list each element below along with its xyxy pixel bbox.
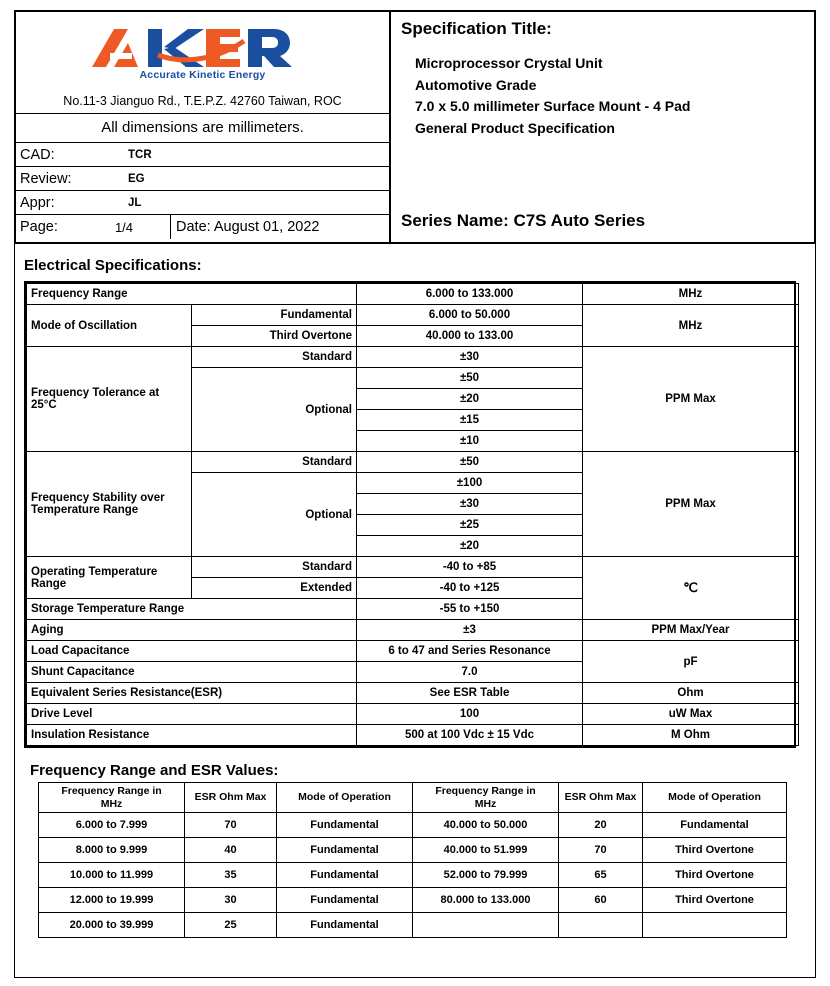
cell-value: 6.000 to 133.000 bbox=[357, 284, 583, 305]
cell-subparam: Third Overtone bbox=[192, 326, 357, 347]
table-row bbox=[27, 725, 799, 746]
esr-cell: 35 bbox=[185, 863, 277, 888]
cell-value: ±15 bbox=[357, 410, 583, 431]
cell-unit: PPM Max bbox=[583, 347, 799, 452]
cell-value: ±30 bbox=[357, 494, 583, 515]
esr-cell: 65 bbox=[559, 863, 643, 888]
spec-title-line-2: Automotive Grade bbox=[415, 76, 537, 93]
cell-param: Equivalent Series Resistance(ESR) bbox=[27, 683, 357, 704]
cell-unit: pF bbox=[583, 641, 799, 683]
cell-param: Storage Temperature Range bbox=[27, 599, 357, 620]
table-row bbox=[27, 704, 799, 725]
cell-unit: Ohm bbox=[583, 683, 799, 704]
esr-cell: 10.000 to 11.999 bbox=[39, 863, 185, 888]
electrical-specifications-title: Electrical Specifications: bbox=[24, 257, 202, 274]
logo-wordmark-icon bbox=[88, 25, 318, 71]
cell-value: ±20 bbox=[357, 536, 583, 557]
esr-table-header-row bbox=[39, 783, 787, 813]
meta-row-cad bbox=[16, 143, 389, 167]
cell-param: Aging bbox=[27, 620, 357, 641]
esr-cell: Fundamental bbox=[277, 913, 413, 938]
table-row bbox=[27, 641, 799, 662]
spec-title-line-4: General Product Specification bbox=[415, 120, 615, 137]
esr-header-ohm-max-1: ESR Ohm Max bbox=[185, 783, 277, 813]
esr-table-row bbox=[39, 838, 787, 863]
esr-cell: 12.000 to 19.999 bbox=[39, 888, 185, 913]
esr-cell: Third Overtone bbox=[643, 838, 787, 863]
dimensions-note: All dimensions are millimeters. bbox=[16, 114, 389, 143]
spec-title-lines bbox=[401, 53, 806, 140]
cell-value: 6.000 to 50.000 bbox=[357, 305, 583, 326]
table-row bbox=[27, 557, 799, 578]
cell-value: 6 to 47 and Series Resonance bbox=[357, 641, 583, 662]
freq-stability-line1: Frequency Stability over bbox=[31, 492, 165, 504]
esr-header-1-line1: Frequency Range in bbox=[61, 785, 162, 798]
esr-header-mode-2: Mode of Operation bbox=[643, 783, 787, 813]
esr-header-4-line1: Frequency Range in bbox=[435, 785, 536, 798]
esr-table-row bbox=[39, 888, 787, 913]
cell-subparam: Standard bbox=[192, 452, 357, 473]
esr-cell: Fundamental bbox=[643, 813, 787, 838]
title-block-right bbox=[391, 12, 814, 242]
cell-value: -55 to +150 bbox=[357, 599, 583, 620]
cell-value: ±20 bbox=[357, 389, 583, 410]
company-address: No.11-3 Jianguo Rd., T.E.P.Z. 42760 Taiwan, ROC bbox=[16, 90, 389, 114]
page-value: 1/4 bbox=[114, 219, 134, 235]
cell-value: -40 to +125 bbox=[357, 578, 583, 599]
esr-cell: 60 bbox=[559, 888, 643, 913]
cell-value: 40.000 to 133.00 bbox=[357, 326, 583, 347]
cell-unit: ℃ bbox=[583, 557, 799, 620]
cell-param: Frequency Tolerance at 25°C bbox=[27, 347, 192, 452]
appr-value: JL bbox=[128, 196, 142, 209]
cell-unit: uW Max bbox=[583, 704, 799, 725]
esr-cell: 40.000 to 51.999 bbox=[413, 838, 559, 863]
page-label: Page: bbox=[20, 219, 58, 235]
esr-cell: 6.000 to 7.999 bbox=[39, 813, 185, 838]
cell-unit: PPM Max/Year bbox=[583, 620, 799, 641]
meta-row-page-date bbox=[16, 215, 389, 239]
logo-tagline: Accurate Kinetic Energy bbox=[139, 69, 266, 81]
esr-cell: Third Overtone bbox=[643, 888, 787, 913]
esr-cell: 70 bbox=[559, 838, 643, 863]
cell-value: ±3 bbox=[357, 620, 583, 641]
cell-value: 7.0 bbox=[357, 662, 583, 683]
esr-table-row bbox=[39, 813, 787, 838]
review-value: EG bbox=[128, 172, 145, 185]
cell-value: -40 to +85 bbox=[357, 557, 583, 578]
esr-cell bbox=[643, 913, 787, 938]
esr-cell: 20.000 to 39.999 bbox=[39, 913, 185, 938]
appr-label: Appr: bbox=[20, 194, 55, 211]
esr-cell: 70 bbox=[185, 813, 277, 838]
cell-subparam: Extended bbox=[192, 578, 357, 599]
esr-values-title: Frequency Range and ESR Values: bbox=[30, 762, 279, 779]
esr-cell: 20 bbox=[559, 813, 643, 838]
cell-value: ±25 bbox=[357, 515, 583, 536]
esr-header-freq-range-2 bbox=[413, 783, 559, 813]
esr-cell: Fundamental bbox=[277, 863, 413, 888]
esr-header-4-line2: MHz bbox=[474, 797, 497, 810]
esr-table-row bbox=[39, 863, 787, 888]
cell-param: Mode of Oscillation bbox=[27, 305, 192, 347]
review-label: Review: bbox=[20, 170, 72, 187]
esr-cell: 80.000 to 133.000 bbox=[413, 888, 559, 913]
spec-title-label: Specification Title: bbox=[401, 19, 552, 38]
cell-unit: MHz bbox=[583, 305, 799, 347]
cad-label: CAD: bbox=[20, 146, 55, 163]
table-row bbox=[27, 620, 799, 641]
cell-value: 500 at 100 Vdc ± 15 Vdc bbox=[357, 725, 583, 746]
esr-cell: 52.000 to 79.999 bbox=[413, 863, 559, 888]
electrical-table bbox=[26, 283, 799, 746]
table-row bbox=[27, 305, 799, 326]
cell-value: 100 bbox=[357, 704, 583, 725]
esr-header-ohm-max-2: ESR Ohm Max bbox=[559, 783, 643, 813]
cell-subparam: Standard bbox=[192, 557, 357, 578]
cell-param: Insulation Resistance bbox=[27, 725, 357, 746]
series-name: Series Name: C7S Auto Series bbox=[401, 211, 646, 230]
cell-value: See ESR Table bbox=[357, 683, 583, 704]
cell-param: Shunt Capacitance bbox=[27, 662, 357, 683]
cell-value: ±100 bbox=[357, 473, 583, 494]
table-row bbox=[27, 347, 799, 368]
esr-cell: Third Overtone bbox=[643, 863, 787, 888]
esr-cell: 8.000 to 9.999 bbox=[39, 838, 185, 863]
esr-header-freq-range-1 bbox=[39, 783, 185, 813]
date-value: Date: August 01, 2022 bbox=[170, 215, 389, 239]
cell-param: Load Capacitance bbox=[27, 641, 357, 662]
cell-subparam: Optional bbox=[192, 473, 357, 557]
esr-cell: 40.000 to 50.000 bbox=[413, 813, 559, 838]
title-block-left bbox=[16, 12, 391, 242]
cell-value: ±30 bbox=[357, 347, 583, 368]
cell-subparam: Optional bbox=[192, 368, 357, 452]
cell-param: Drive Level bbox=[27, 704, 357, 725]
esr-cell: 25 bbox=[185, 913, 277, 938]
cell-value: ±50 bbox=[357, 452, 583, 473]
cell-value: ±50 bbox=[357, 368, 583, 389]
table-row bbox=[27, 683, 799, 704]
spec-title-line-3: 7.0 x 5.0 millimeter Surface Mount - 4 Pad bbox=[415, 98, 691, 115]
table-row bbox=[27, 284, 799, 305]
spec-title-line-1: Microprocessor Crystal Unit bbox=[415, 55, 603, 71]
cad-value: TCR bbox=[128, 148, 152, 161]
esr-cell: Fundamental bbox=[277, 838, 413, 863]
esr-cell: Fundamental bbox=[277, 888, 413, 913]
cell-param: Operating Temperature Range bbox=[27, 557, 192, 599]
cell-unit: MHz bbox=[583, 284, 799, 305]
company-logo bbox=[16, 12, 389, 90]
cell-unit: PPM Max bbox=[583, 452, 799, 557]
esr-cell: Fundamental bbox=[277, 813, 413, 838]
cell-unit: M Ohm bbox=[583, 725, 799, 746]
cell-value: ±10 bbox=[357, 431, 583, 452]
cell-subparam: Standard bbox=[192, 347, 357, 368]
table-row bbox=[27, 452, 799, 473]
esr-header-1-line2: MHz bbox=[100, 797, 123, 810]
esr-cell: 30 bbox=[185, 888, 277, 913]
freq-stability-line2: Temperature Range bbox=[31, 504, 139, 516]
cell-param bbox=[27, 452, 192, 557]
cell-subparam: Fundamental bbox=[192, 305, 357, 326]
cell-param: Frequency Range bbox=[27, 284, 357, 305]
esr-header-mode-1: Mode of Operation bbox=[277, 783, 413, 813]
esr-table-row bbox=[39, 913, 787, 938]
esr-cell: 40 bbox=[185, 838, 277, 863]
esr-cell bbox=[413, 913, 559, 938]
esr-cell bbox=[559, 913, 643, 938]
meta-row-appr bbox=[16, 191, 389, 215]
electrical-table-frame bbox=[24, 281, 796, 748]
title-block bbox=[14, 10, 816, 244]
esr-table bbox=[38, 782, 787, 938]
meta-row-review bbox=[16, 167, 389, 191]
